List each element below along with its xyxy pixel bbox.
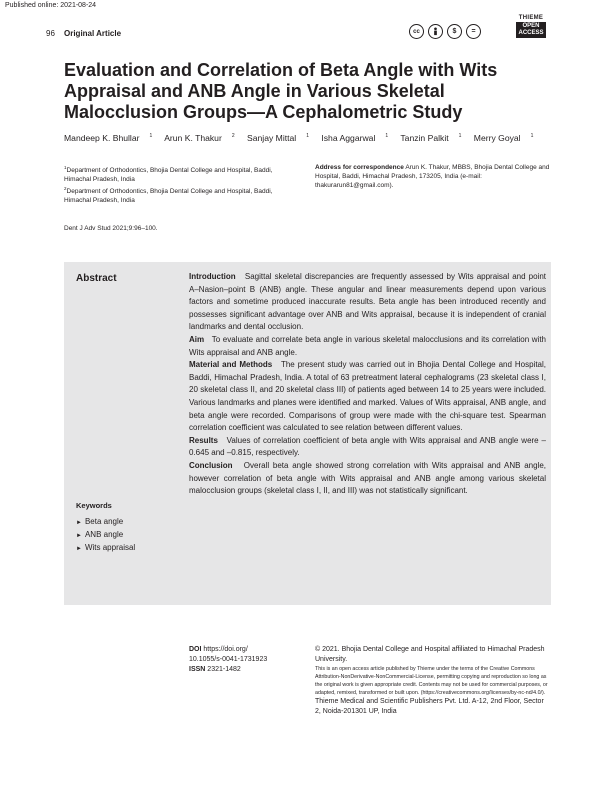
keyword-item[interactable]: ► Wits appraisal: [76, 543, 135, 552]
doi-label: DOI: [189, 646, 202, 653]
correspondence-label: Address for correspondence: [315, 164, 404, 171]
citation: Dent J Adv Stud 2021;9:96–100.: [64, 225, 158, 232]
author-list: [64, 133, 544, 143]
doi-block: [189, 645, 299, 675]
issn-number: 2321-1482: [207, 666, 241, 673]
keywords-heading: Keywords: [76, 501, 112, 510]
abstract-results: Results Values of correlation coefficient of beta angle with Wits appraisal and ANB angle were –0.645 and –0.815, respectively.: [189, 435, 546, 458]
author[interactable]: Mandeep K. Bhullar $^1$: [64, 133, 153, 143]
copyright-line: © 2021. Bhojia Dental College and Hospital affiliated to Himachal Pradesh University.: [315, 646, 545, 663]
logo-line2: OPEN: [522, 23, 540, 29]
cc-license-icon[interactable]: cc: [409, 24, 424, 39]
author[interactable]: Merry Goyal $^1$: [473, 133, 534, 143]
logo-line3: ACCESS: [518, 30, 544, 36]
copyright-block: [315, 645, 551, 716]
keyword-item[interactable]: ► Beta angle: [76, 517, 123, 526]
abstract-methods: Material and Methods The present study was carried out in Bhojia Dental College and Hospital, Baddi, Himachal Pradesh, India. A total of 63 pretreatment lateral cephalograms (23 skeletal class I, 20 skeletal class II, and 20 skeletal class III) of patients aged between 14 to 25 years were included. Various landmarks and planes were identified and marked. Values of Wits appraisal, ANB angle, and beta angle were recorded. Comparisons of group were made with the chi-square test. Spearman correlation coefficient was calculated to see relation between different values.: [189, 360, 547, 433]
abstract-heading: Abstract: [76, 273, 117, 284]
issn-label: ISSN: [189, 666, 206, 673]
page-number: 96: [46, 29, 55, 38]
logo-line1: THIEME: [518, 15, 544, 21]
thieme-open-access-logo[interactable]: [516, 15, 546, 38]
affiliation: $^1$Department of Orthodontics, Bhojia Dental College and Hospital, Baddi, Himachal Pradesh, India: [64, 165, 273, 184]
doi-link[interactable]: https://doi.org/: [203, 646, 248, 653]
by-license-icon[interactable]: [428, 24, 443, 39]
abstract-conclusion: Conclusion Overall beta angle showed strong correlation with Wits appraisal and ANB angle, however correlation of beta angle with Wits appraisal and ANB angle among various skeletal malocclusion groups (skeletal class I, II, and III) was not statistically significant.: [189, 460, 546, 496]
nd-license-icon[interactable]: =: [466, 24, 481, 39]
author[interactable]: Arun K. Thakur $^2$: [164, 133, 235, 143]
nc-license-icon[interactable]: $: [447, 24, 462, 39]
affiliation: $^2$Department of Orthodontics, Bhojia Dental College and Hospital, Baddi, Himachal Pradesh, India: [64, 186, 273, 205]
publisher-address: Thieme Medical and Scientific Publishers Pvt. Ltd. A-12, 2nd Floor, Sector 2, Noida-201301 UP, India: [315, 698, 544, 715]
author[interactable]: Sanjay Mittal $^1$: [247, 133, 309, 143]
doi-number[interactable]: 10.1055/s-0041-1731923: [189, 656, 268, 663]
license-text: This is an open access article published by Thieme under the terms of the Creative Commons Attribution-NonDerivative-NonCommercial-License, permitting copying and reproduction so long as the original work is given appropriate credit. Contents may not be used for commercial purposes, or adapted, remixed, transformed or built upon. (https://creativecommons.org/licenses/by-nc-nd/4.0/).: [315, 666, 548, 696]
abstract-introduction: Introduction Sagittal skeletal discrepancies are frequently assessed by Wits appraisal and point A–Nasion–point B (ANB) angle. These angular and linear measurements depend upon various factors and sometime produced inaccurate results. Beta angle has been introduced recently and possesses significant advantage over ANB and Wits appraisal, because it is independent of cranial landmarks and dental occlusion.: [189, 272, 547, 332]
published-date: Published online: 2021-08-24: [5, 2, 97, 9]
keyword-item[interactable]: ► ANB angle: [76, 530, 123, 539]
author[interactable]: Isha Aggarwal $^1$: [321, 133, 389, 143]
article-type: Original Article: [64, 29, 122, 38]
author[interactable]: Tanzin Palkit $^1$: [400, 133, 462, 143]
article-title: Evaluation and Correlation of Beta Angle with Wits Appraisal and ANB Angle in Various Skeletal Malocclusion Groups—A Cephalometric Study: [64, 60, 498, 122]
correspondence-address: [315, 163, 555, 190]
abstract-aim: Aim To evaluate and correlate beta angle in various skeletal malocclusions and its correlation with Wits appraisal and ANB angle.: [189, 334, 547, 357]
abstract-body: [189, 271, 546, 498]
correspondence-text: Arun K. Thakur, MBBS, Bhojia Dental College and Hospital, Baddi, Himachal Pradesh, 173205, India (e-mail: thakurarun81@gmail.com).: [315, 164, 550, 189]
